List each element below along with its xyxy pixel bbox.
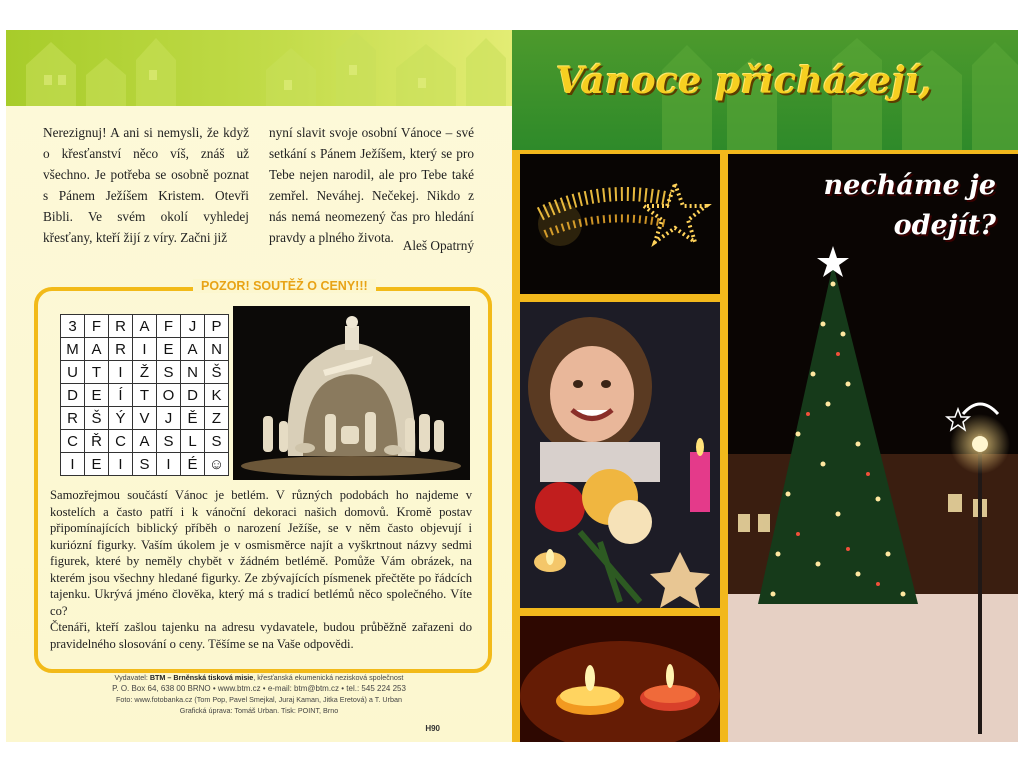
cover-title-band — [512, 30, 1018, 150]
grid-cell: D — [181, 384, 205, 407]
grid-cell: D — [61, 384, 85, 407]
grid-cell: A — [181, 338, 205, 361]
grid-cell: É — [181, 453, 205, 476]
grid-row — [61, 453, 229, 476]
grid-cell: A — [133, 315, 157, 338]
grid-cell: V — [133, 407, 157, 430]
grid-cell: I — [157, 453, 181, 476]
grid-row — [61, 361, 229, 384]
grid-cell: S — [133, 453, 157, 476]
grid-cell: N — [181, 361, 205, 384]
star-lights-photo — [520, 154, 720, 294]
footer-publisher-prefix: Vydavatel: — [114, 673, 150, 682]
author-signature: Aleš Opatrný — [402, 238, 474, 253]
grid-cell: A — [133, 430, 157, 453]
grid-cell: F — [85, 315, 109, 338]
grid-cell: R — [109, 315, 133, 338]
grid-cell: ☺ — [205, 453, 229, 476]
footer-publisher-line — [6, 672, 512, 683]
grid-cell: 3 — [61, 315, 85, 338]
grid-cell: F — [157, 315, 181, 338]
grid-cell: Ž — [133, 361, 157, 384]
grid-cell: E — [85, 453, 109, 476]
grid-cell: N — [205, 338, 229, 361]
contest-paragraph-1: Samozřejmou součástí Vánoc je betlém. V různých podobách ho najdeme v kostelích a často patří i k vánoční dekoraci našich domovů. Kromě postav připomínajících biblický příběh o narození Ježíše, se v něm často objevují i kuriózní figurky. Vaším úkolem je v osmisměrce najít a vyškrtnout názvy sedmi figurek, které by neměly chybět v žádném betlémě. Pomůže Vám obrázek, na kterém jsou všechny hledané figurky. Ze zbývajících písmenek přečtěte po řádcích tajenku. Ukrývá jméno člověka, který má s tradicí betlémů něco společného. Víte co? — [50, 488, 472, 618]
nativity-scene-photo — [233, 306, 470, 480]
grid-cell: Ý — [109, 407, 133, 430]
grid-cell: T — [85, 361, 109, 384]
smiling-girl-photo — [520, 302, 720, 608]
grid-cell: R — [109, 338, 133, 361]
grid-row — [61, 338, 229, 361]
grid-cell: I — [133, 338, 157, 361]
grid-cell: Š — [85, 407, 109, 430]
grid-cell: T — [133, 384, 157, 407]
right-page-cover — [512, 30, 1018, 742]
contest-text — [50, 487, 472, 652]
footer-graphics-credits: Grafická úprava: Tomáš Urban. Tisk: POINT, Brno — [179, 706, 339, 715]
grid-cell: Z — [205, 407, 229, 430]
word-search-grid — [60, 314, 229, 476]
grid-cell: J — [181, 315, 205, 338]
grid-row — [61, 407, 229, 430]
grid-cell: Í — [109, 384, 133, 407]
footer-publisher-name: BTM – Brněnská tisková misie — [149, 673, 254, 682]
footer-contact-line: P. O. Box 64, 638 00 BRNO • www.btm.cz • e-mail: btm@btm.cz • tel.: 545 224 253 — [112, 684, 406, 693]
intro-column-1: Nerezignuj! A ani si nemysli, že když o křesťanství něco víš, znáš už všechno. Je potřeba se osobně poznat s Pánem Ježíšem Kristem. Otevři Bibli. Ve svém okolí vyhledej křesťany, kteří žijí z víry. Začni již — [43, 125, 249, 245]
contest-title: POZOR! SOUTĚŽ O CENY!!! — [193, 279, 376, 293]
footer-photo-credits: Foto: www.fotobanka.cz (Tom Pop, Pavel Smejkal, Juraj Kaman, Jitka Eretová) a T. Urban — [116, 695, 402, 704]
grid-cell: L — [181, 430, 205, 453]
cover-subtitle-line-2: odejít? — [893, 210, 996, 241]
left-page — [6, 30, 512, 742]
grid-cell: A — [85, 338, 109, 361]
left-header-band — [6, 30, 512, 106]
grid-cell: S — [157, 430, 181, 453]
grid-cell: O — [157, 384, 181, 407]
grid-cell: S — [205, 430, 229, 453]
grid-cell: I — [109, 453, 133, 476]
publication-code: H90 — [425, 724, 440, 733]
grid-cell: J — [157, 407, 181, 430]
grid-cell: I — [109, 361, 133, 384]
grid-cell: Ř — [85, 430, 109, 453]
leaflet-spread — [6, 30, 1018, 742]
grid-cell: Š — [205, 361, 229, 384]
grid-cell: C — [61, 430, 85, 453]
grid-cell: S — [157, 361, 181, 384]
grid-cell: I — [61, 453, 85, 476]
grid-cell: P — [205, 315, 229, 338]
cover-subtitle — [824, 166, 996, 246]
grid-cell: E — [157, 338, 181, 361]
intro-column-2: nyní slavit svoje osobní Vánoce – své setkání s Pánem Ježíšem, který se pro Tebe nejen narodil, ale pro Tebe také zemřel. Neváhej. Nečekej. Nikdo z nás nemá neomezený čas pro hledání pravdy a plného života. — [269, 125, 474, 245]
contest-paragraph-2: Čtenáři, kteří zašlou tajenku na adresu vydavatele, budou průběžně zařazeni do pravidelného slosování o ceny. Těšíme se na Vaše odpovědi. — [50, 620, 472, 651]
floating-candles-photo — [520, 616, 720, 742]
cover-title: Vánoce přicházejí, — [556, 60, 933, 102]
cover-subtitle-line-1: necháme je — [823, 170, 996, 201]
grid-cell: R — [61, 407, 85, 430]
contest-box — [34, 279, 492, 673]
footer-publisher-suffix: , křesťanská ekumenická nezisková společnost — [253, 673, 404, 682]
town-silhouette-graphic — [6, 30, 512, 106]
christmas-tree-photo — [728, 154, 1018, 742]
grid-cell: U — [61, 361, 85, 384]
grid-cell: Ě — [181, 407, 205, 430]
grid-cell: K — [205, 384, 229, 407]
grid-row — [61, 315, 229, 338]
grid-row — [61, 384, 229, 407]
grid-cell: E — [85, 384, 109, 407]
grid-cell: M — [61, 338, 85, 361]
grid-row — [61, 430, 229, 453]
grid-cell: C — [109, 430, 133, 453]
publisher-footer — [6, 672, 512, 742]
